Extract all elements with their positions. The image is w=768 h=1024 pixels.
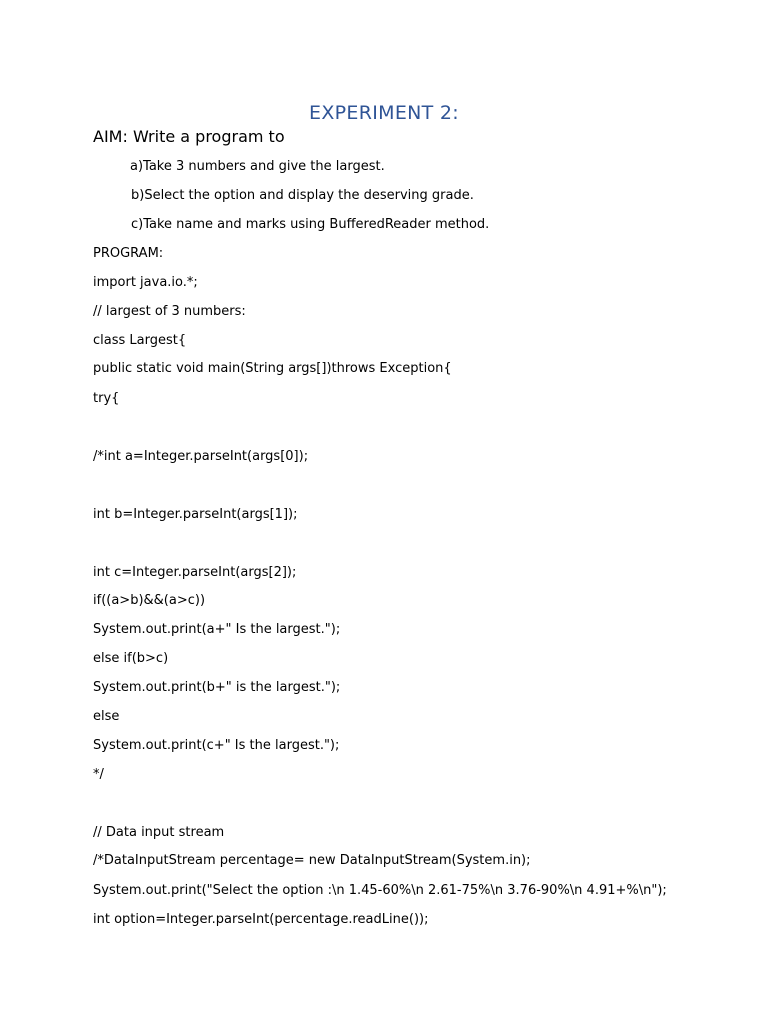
sub-item-a: a)Take 3 numbers and give the largest. — [130, 159, 385, 174]
code-line: import java.io.*; — [93, 275, 198, 290]
code-line: int option=Integer.parseInt(percentage.readLine()); — [93, 912, 429, 927]
code-line: // Data input stream — [93, 825, 225, 840]
code-line: else — [93, 709, 120, 724]
experiment-title: EXPERIMENT 2: — [309, 102, 459, 124]
sub-item-c: c)Take name and marks using BufferedReader method. — [131, 217, 490, 232]
code-line: public static void main(String args[])throws Exception{ — [93, 361, 452, 376]
code-line: System.out.print(b+" is the largest."); — [93, 680, 341, 695]
code-line: try{ — [93, 391, 120, 406]
aim-heading: AIM: Write a program to — [93, 127, 285, 146]
code-line: */ — [93, 767, 104, 782]
code-line: else if(b>c) — [93, 651, 169, 666]
code-line: /*DataInputStream percentage= new DataInputStream(System.in); — [93, 853, 531, 868]
code-line: /*int a=Integer.parseInt(args[0]); — [93, 449, 309, 464]
code-line: int b=Integer.parseInt(args[1]); — [93, 507, 298, 522]
code-line: if((a>b)&&(a>c)) — [93, 593, 206, 608]
code-line: System.out.print(a+" Is the largest."); — [93, 622, 341, 637]
code-line: class Largest{ — [93, 333, 187, 348]
code-line: System.out.print("Select the option :\n 1.45-60%\n 2.61-75%\n 3.76-90%\n 4.91+%\n"); — [93, 883, 667, 898]
code-line: // largest of 3 numbers: — [93, 304, 246, 319]
sub-item-b: b)Select the option and display the deserving grade. — [131, 188, 474, 203]
program-label: PROGRAM: — [93, 246, 164, 261]
code-line: System.out.print(c+" Is the largest."); — [93, 738, 340, 753]
code-line: int c=Integer.parseInt(args[2]); — [93, 565, 297, 580]
